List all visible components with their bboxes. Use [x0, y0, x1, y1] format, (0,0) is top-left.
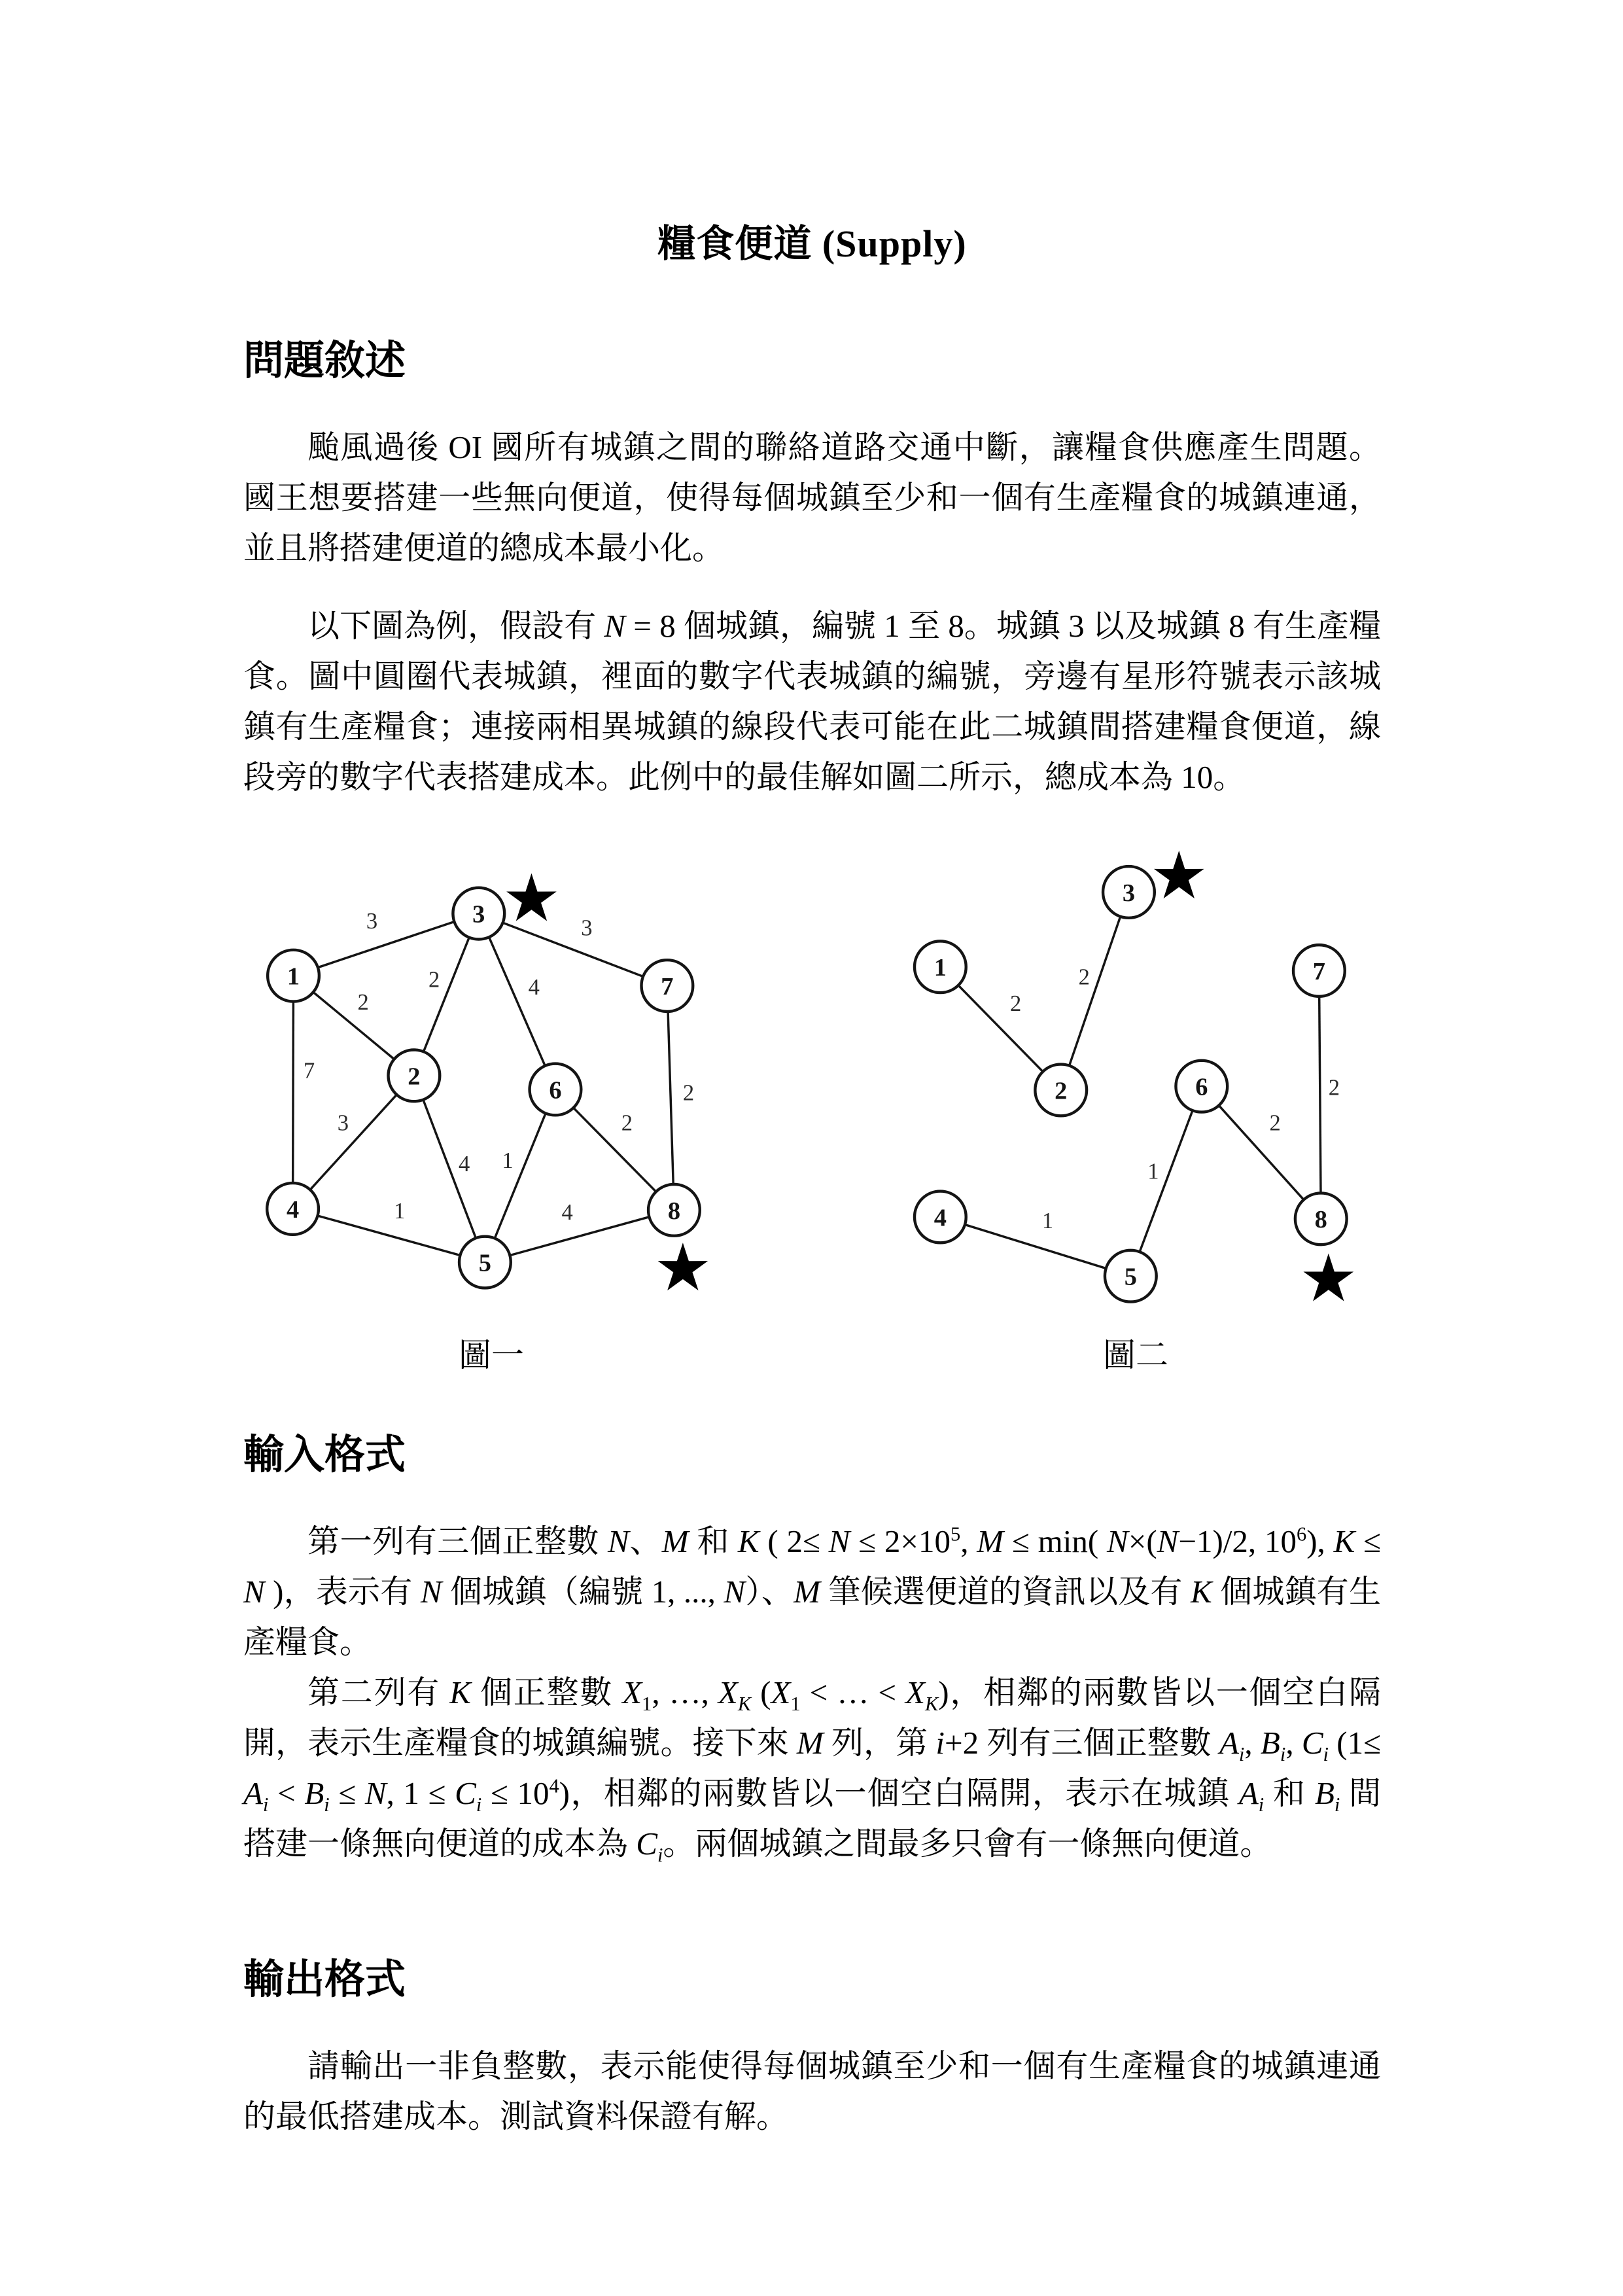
edge-weight-label-3-7: 3	[581, 916, 593, 942]
edge-weight-label-5-8: 4	[561, 1200, 573, 1226]
graph-node-label-8: 8	[1314, 1206, 1327, 1234]
math-variable: i	[657, 1843, 663, 1866]
graph-node-label-3: 3	[1122, 879, 1136, 908]
math-variable: N	[364, 1775, 387, 1812]
figure-two	[897, 836, 1374, 1376]
graph-edge-5-6	[1130, 1087, 1202, 1277]
graph-node-label-1: 1	[934, 954, 947, 982]
graph-edge-7-8	[1319, 971, 1321, 1219]
figures-row	[253, 836, 1374, 1376]
math-variable: N	[828, 1523, 850, 1560]
math-variable: N	[1157, 1523, 1179, 1560]
edge-weight-label-1-2: 2	[1009, 991, 1022, 1017]
math-variable: C	[636, 1825, 657, 1862]
math-variable: X	[771, 1674, 791, 1711]
text-run: 6	[1297, 1523, 1307, 1546]
text-run: 以下圖為例，假設有	[307, 607, 604, 644]
graph-node-label-6: 6	[1195, 1074, 1208, 1102]
section-output	[243, 1947, 1381, 2142]
text-run: ,	[1244, 1725, 1261, 1761]
text-run: )，表示有	[264, 1574, 421, 1610]
text-run: ,	[960, 1523, 977, 1560]
math-variable: X	[622, 1674, 642, 1711]
section-heading-input: 輸入格式	[243, 1433, 406, 1478]
text-run: ( 2≤	[759, 1523, 829, 1560]
edge-weight-label-2-4: 3	[337, 1110, 349, 1136]
edge-weight-label-2-3: 2	[428, 967, 440, 993]
edge-weight-label-5-6: 1	[502, 1148, 514, 1174]
math-variable: A	[1238, 1775, 1259, 1812]
math-variable: i	[1238, 1742, 1245, 1765]
math-variable: K	[449, 1674, 471, 1711]
edge-weight-label-6-8: 2	[1269, 1110, 1281, 1136]
text-run: 第二列有	[307, 1674, 450, 1711]
math-variable: i	[262, 1793, 269, 1816]
graph-edge-5-6	[485, 1089, 555, 1262]
text-run: ≤ 10	[481, 1775, 550, 1812]
text-run: ≤ 2×10	[850, 1523, 951, 1560]
graph-node-label-2: 2	[1055, 1077, 1068, 1105]
text-run: 。兩個城鎮之間最多只會有一條無向便道。	[663, 1825, 1272, 1862]
text-run: 個城鎮（編號 1, ...,	[442, 1574, 724, 1610]
text-run: , 1 ≤	[386, 1775, 455, 1812]
math-variable: K	[737, 1523, 759, 1560]
graph-edge-3-6	[479, 914, 555, 1090]
math-variable: B	[1260, 1725, 1280, 1761]
text-run: 4	[549, 1775, 559, 1797]
graph-edge-4-5	[940, 1217, 1130, 1276]
math-variable: i	[1323, 1742, 1329, 1765]
text-run: 5	[951, 1523, 961, 1546]
math-variable: N	[607, 1523, 629, 1560]
figure-one-graph	[253, 836, 730, 1326]
math-variable: A	[243, 1775, 263, 1812]
text-run: 個正整數	[470, 1674, 623, 1711]
edge-weight-label-1-2: 2	[357, 990, 369, 1016]
math-variable: K	[1191, 1574, 1212, 1610]
math-variable: A	[1219, 1725, 1239, 1761]
text-run: ),	[1306, 1523, 1334, 1560]
section-problem	[243, 328, 1381, 1376]
figure-one	[253, 836, 730, 1376]
math-variable: i	[1258, 1793, 1265, 1816]
math-variable: i	[324, 1793, 330, 1816]
edge-weight-label-7-8: 2	[1328, 1076, 1340, 1101]
graph-node-label-7: 7	[1312, 958, 1325, 986]
star-icon	[506, 874, 557, 921]
text-run: (	[751, 1674, 771, 1711]
math-variable: N	[1107, 1523, 1128, 1560]
section-input	[243, 1422, 1381, 1869]
graph-node-label-7: 7	[661, 973, 674, 1001]
graph-node-label-2: 2	[408, 1063, 421, 1091]
figure-two-graph	[897, 836, 1374, 1326]
input-paragraph-1	[243, 1517, 1381, 1668]
edge-weight-label-2-3: 2	[1078, 965, 1090, 991]
graph-edge-2-3	[1061, 892, 1129, 1090]
star-icon	[1303, 1254, 1353, 1301]
edge-weight-label-7-8: 2	[682, 1080, 695, 1106]
text-run: 1	[790, 1693, 801, 1716]
math-variable: M	[661, 1523, 689, 1560]
edge-weight-label-4-5: 1	[1041, 1209, 1054, 1234]
edge-weight-label-6-8: 2	[621, 1110, 633, 1136]
math-variable: N	[724, 1574, 746, 1610]
text-run: )，相鄰的兩數皆以一個空白隔開，表示在城鎮	[559, 1775, 1239, 1812]
problem-paragraph-1	[243, 423, 1381, 574]
graph-node-label-3: 3	[472, 901, 485, 929]
math-variable: C	[455, 1775, 476, 1812]
figure-one-caption: 圖一	[459, 1337, 524, 1374]
graph-edge-5-8	[485, 1210, 674, 1263]
graph-node-label-5: 5	[478, 1249, 491, 1277]
math-variable: B	[304, 1775, 324, 1812]
math-variable: X	[718, 1674, 738, 1711]
text-run: ）、	[745, 1574, 794, 1610]
edge-weight-label-1-4: 7	[303, 1059, 315, 1084]
graph-edge-3-7	[479, 914, 667, 986]
text-run: (1≤	[1329, 1725, 1381, 1761]
text-run: ,	[1285, 1725, 1302, 1761]
text-run: +2 列有三個正整數	[945, 1725, 1219, 1761]
text-run: 1	[642, 1693, 652, 1716]
graph-node-label-5: 5	[1124, 1263, 1137, 1292]
text-run: , …,	[652, 1674, 718, 1711]
math-variable: M	[796, 1725, 824, 1761]
graph-edge-1-4	[293, 976, 294, 1209]
text-run: 第一列有三個正整數	[307, 1523, 608, 1560]
text-run: = 8 個城鎮，編號 1 至 8。城鎮 3 以及城鎮 8 有生產糧食。圖中圓圈代表城鎮，裡面的數字代表城鎮的編號，旁邊有星形符號表示該城鎮有生產糧食；連接兩相異城鎮的線段代表可能在此二城鎮間搭建糧食便道，線段旁的數字代表搭建成本。此例中的最佳解如圖二所示，總成本為 10。	[243, 607, 1381, 795]
graph-edge-1-3	[294, 914, 479, 976]
text-run: ≤	[329, 1775, 365, 1812]
edge-weight-label-2-5: 4	[459, 1152, 470, 1177]
math-variable: X	[905, 1674, 926, 1711]
text-run: 筆候選便道的資訊以及有	[820, 1574, 1191, 1610]
text-run: ≤ min(	[1003, 1523, 1108, 1560]
graph-edge-7-8	[667, 986, 674, 1210]
graph-edge-4-5	[293, 1209, 485, 1263]
graph-edge-2-5	[414, 1076, 485, 1262]
star-icon	[658, 1243, 708, 1291]
star-icon	[1154, 851, 1204, 899]
graph-node-label-4: 4	[934, 1204, 947, 1232]
math-variable: i	[1334, 1793, 1340, 1816]
graph-node-label-6: 6	[549, 1076, 562, 1104]
figure-two-caption: 圖二	[1103, 1337, 1168, 1374]
text-run: 、	[629, 1523, 662, 1560]
text-run: −1)/2, 10	[1178, 1523, 1297, 1560]
text-run: < … <	[800, 1674, 906, 1711]
math-variable: K	[1333, 1523, 1355, 1560]
section-heading-problem: 問題敘述	[243, 339, 406, 383]
math-variable: i	[935, 1725, 945, 1761]
text-run: 和	[688, 1523, 738, 1560]
math-variable: i	[476, 1793, 482, 1816]
input-paragraph-2	[243, 1668, 1381, 1869]
text-run: 和	[1264, 1775, 1315, 1812]
math-variable: M	[794, 1574, 820, 1610]
math-variable: M	[977, 1523, 1004, 1560]
text-run: 列，第	[823, 1725, 936, 1761]
text-run: 請輸出一非負整數，表示能使得每個城鎮至少和一個有生產糧食的城鎮連通的最低搭建成本。測試資料保證有解。	[243, 2047, 1381, 2134]
math-variable: N	[420, 1574, 442, 1610]
problem-paragraph-2	[243, 601, 1381, 803]
page-title: 糧食便道 (Supply)	[657, 222, 967, 265]
math-variable: C	[1301, 1725, 1323, 1761]
math-variable: N	[604, 607, 626, 644]
math-variable: B	[1314, 1775, 1335, 1812]
text-run: )，相鄰的兩數皆以一個空白隔開，表示生產糧食的城鎮編號。接下來	[243, 1674, 1381, 1761]
output-paragraph-1	[243, 2041, 1381, 2142]
text-run: ×(	[1128, 1523, 1157, 1560]
math-variable: N	[243, 1574, 265, 1610]
math-variable: K	[925, 1693, 939, 1716]
math-variable: K	[737, 1693, 752, 1716]
section-heading-output: 輸出格式	[243, 1957, 406, 2002]
graph-node-label-4: 4	[286, 1196, 300, 1224]
edge-weight-label-5-6: 1	[1147, 1159, 1159, 1184]
edge-weight-label-4-5: 1	[394, 1199, 406, 1224]
edge-weight-label-3-6: 4	[528, 975, 540, 1000]
text-run: 間搭建一條無向便道的成本為	[243, 1775, 1381, 1862]
graph-node-label-1: 1	[287, 963, 300, 991]
graph-node-label-8: 8	[667, 1197, 681, 1226]
math-variable: i	[1280, 1742, 1286, 1765]
edge-weight-label-1-3: 3	[366, 909, 378, 934]
text-run: <	[268, 1775, 305, 1812]
text-run: 個城鎮有生產糧食。	[243, 1574, 1381, 1661]
text-run: 颱風過後 OI 國所有城鎮之間的聯絡道路交通中斷，讓糧食供應產生問題。國王想要搭建一些無向便道，使得每個城鎮至少和一個有生產糧食的城鎮連通，並且將搭建便道的總成本最小化。	[243, 429, 1381, 566]
text-run: ≤	[1355, 1523, 1381, 1560]
